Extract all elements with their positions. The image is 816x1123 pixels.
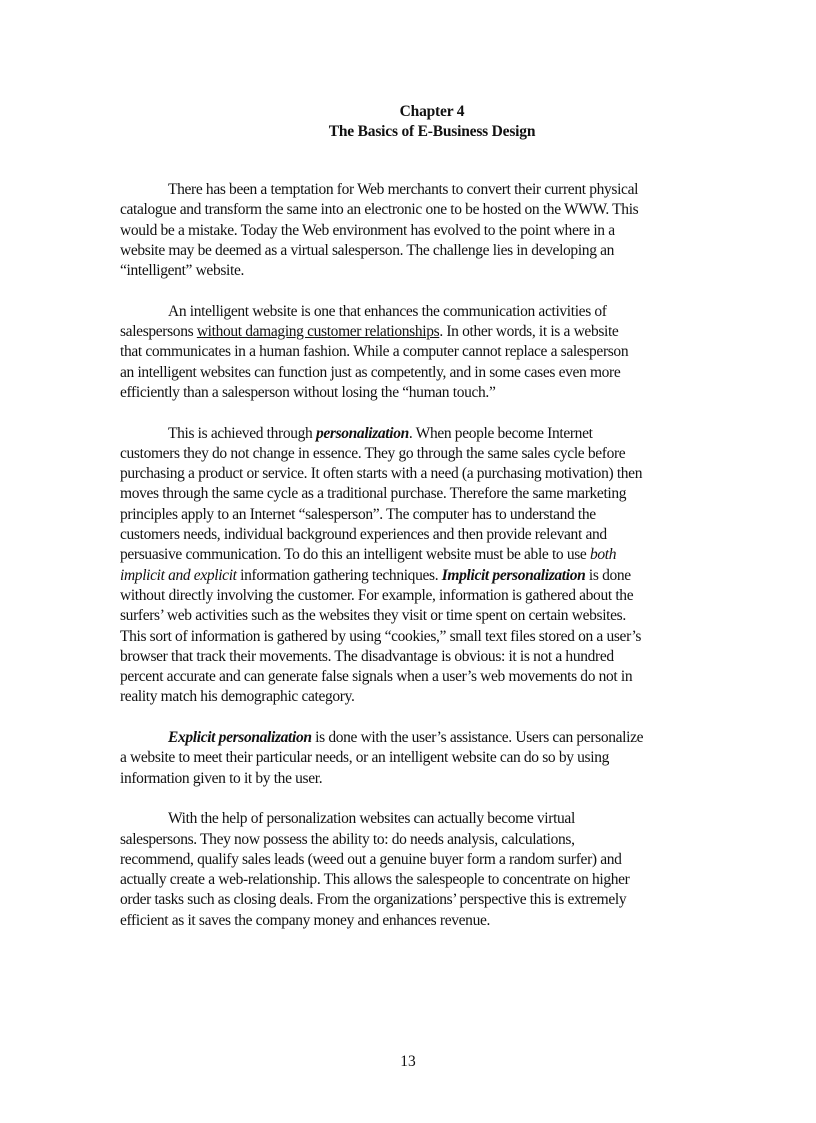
text-line: a website to meet their particular needs, or an intelligent website can do so by using (120, 749, 609, 767)
paragraph-1 (120, 180, 720, 281)
text-segment: . When people become Internet (408, 424, 593, 442)
text-line: surfers’ web activities such as the websites they visit or time spent on certain websites. (120, 607, 626, 625)
text-line: percent accurate and can generate false signals when a user’s web movements do not in (120, 668, 633, 686)
text-line (120, 728, 720, 748)
emphasis-term: Explicit personalization (168, 729, 312, 747)
text-line: catalogue and transform the same into an electronic one to be hosted on the WWW. This (120, 201, 639, 219)
text-segment: . In other words, it is a website (439, 323, 619, 341)
text-segment: salespersons (120, 323, 197, 341)
text-line: an intelligent websites can function just as competently, and in some cases even more (120, 363, 621, 381)
text-line: purchasing a product or service. It often starts with a need (a purchasing motivation) then (120, 465, 643, 483)
text-line: information given to it by the user. (120, 769, 323, 787)
italic-phrase: both (589, 546, 617, 564)
text-line: An intelligent website is one that enhances the communication activities of (168, 302, 607, 320)
text-line (120, 566, 720, 586)
emphasis-term: personalization (315, 424, 409, 442)
paragraph-2 (120, 302, 720, 403)
text-segment: information gathering techniques. (236, 566, 442, 584)
text-line: reality match his demographic category. (120, 688, 355, 706)
text-line: browser that track their movements. The disadvantage is obvious: it is not a hundred (120, 647, 614, 665)
text-line (120, 322, 720, 342)
text-line: recommend, qualify sales leads (weed out a genuine buyer form a random surfer) and (120, 850, 622, 868)
paragraph-4 (120, 728, 720, 789)
chapter-title: The Basics of E-Business Design (328, 123, 536, 140)
underlined-phrase: without damaging customer relationships (196, 323, 440, 341)
text-line (120, 424, 720, 444)
text-line (120, 545, 720, 565)
text-segment: is done with the user’s assistance. Users can personalize (311, 729, 644, 747)
text-line: This sort of information is gathered by using “cookies,” small text files stored on a user’s (120, 627, 642, 645)
text-line: moves through the same cycle as a traditional purchase. Therefore the same marketing (120, 485, 627, 503)
text-line: salespersons. They now possess the ability to: do needs analysis, calculations, (120, 830, 575, 848)
text-line: “intelligent” website. (120, 262, 245, 280)
text-line: efficient as it saves the company money and enhances revenue. (120, 911, 491, 929)
text-line: actually create a web-relationship. This allows the salespeople to concentrate on higher (120, 871, 630, 889)
paragraph-5 (120, 809, 720, 931)
text-line: efficiently than a salesperson without losing the “human touch.” (120, 383, 496, 401)
body-text (120, 180, 720, 951)
emphasis-term: Implicit personalization (441, 566, 586, 584)
text-segment: This is achieved through (168, 424, 316, 442)
text-line: customers needs, individual background experiences and then provide relevant and (120, 526, 607, 544)
text-line: With the help of personalization websites can actually become virtual (168, 810, 575, 828)
chapter-heading (120, 102, 744, 142)
text-line: that communicates in a human fashion. While a computer cannot replace a salesperson (120, 343, 629, 361)
page-number: 13 (400, 1053, 416, 1070)
text-line: without directly involving the customer. For example, information is gathered about the (120, 586, 634, 604)
text-line: customers they do not change in essence. They go through the same sales cycle before (120, 444, 626, 462)
chapter-number: Chapter 4 (399, 103, 465, 120)
paragraph-3 (120, 424, 720, 708)
text-line: order tasks such as closing deals. From the organizations’ perspective this is extremely (120, 891, 627, 909)
text-segment: is done (585, 566, 631, 584)
text-line: There has been a temptation for Web merchants to convert their current physical (168, 181, 639, 198)
text-line: principles apply to an Internet “salesperson”. The computer has to understand the (120, 505, 596, 523)
text-line: would be a mistake. Today the Web environment has evolved to the point where in a (120, 221, 615, 239)
text-segment: persuasive communication. To do this an intelligent website must be able to use (120, 546, 590, 564)
italic-phrase: implicit and explicit (120, 566, 237, 584)
text-line: website may be deemed as a virtual salesperson. The challenge lies in developing an (120, 241, 615, 259)
